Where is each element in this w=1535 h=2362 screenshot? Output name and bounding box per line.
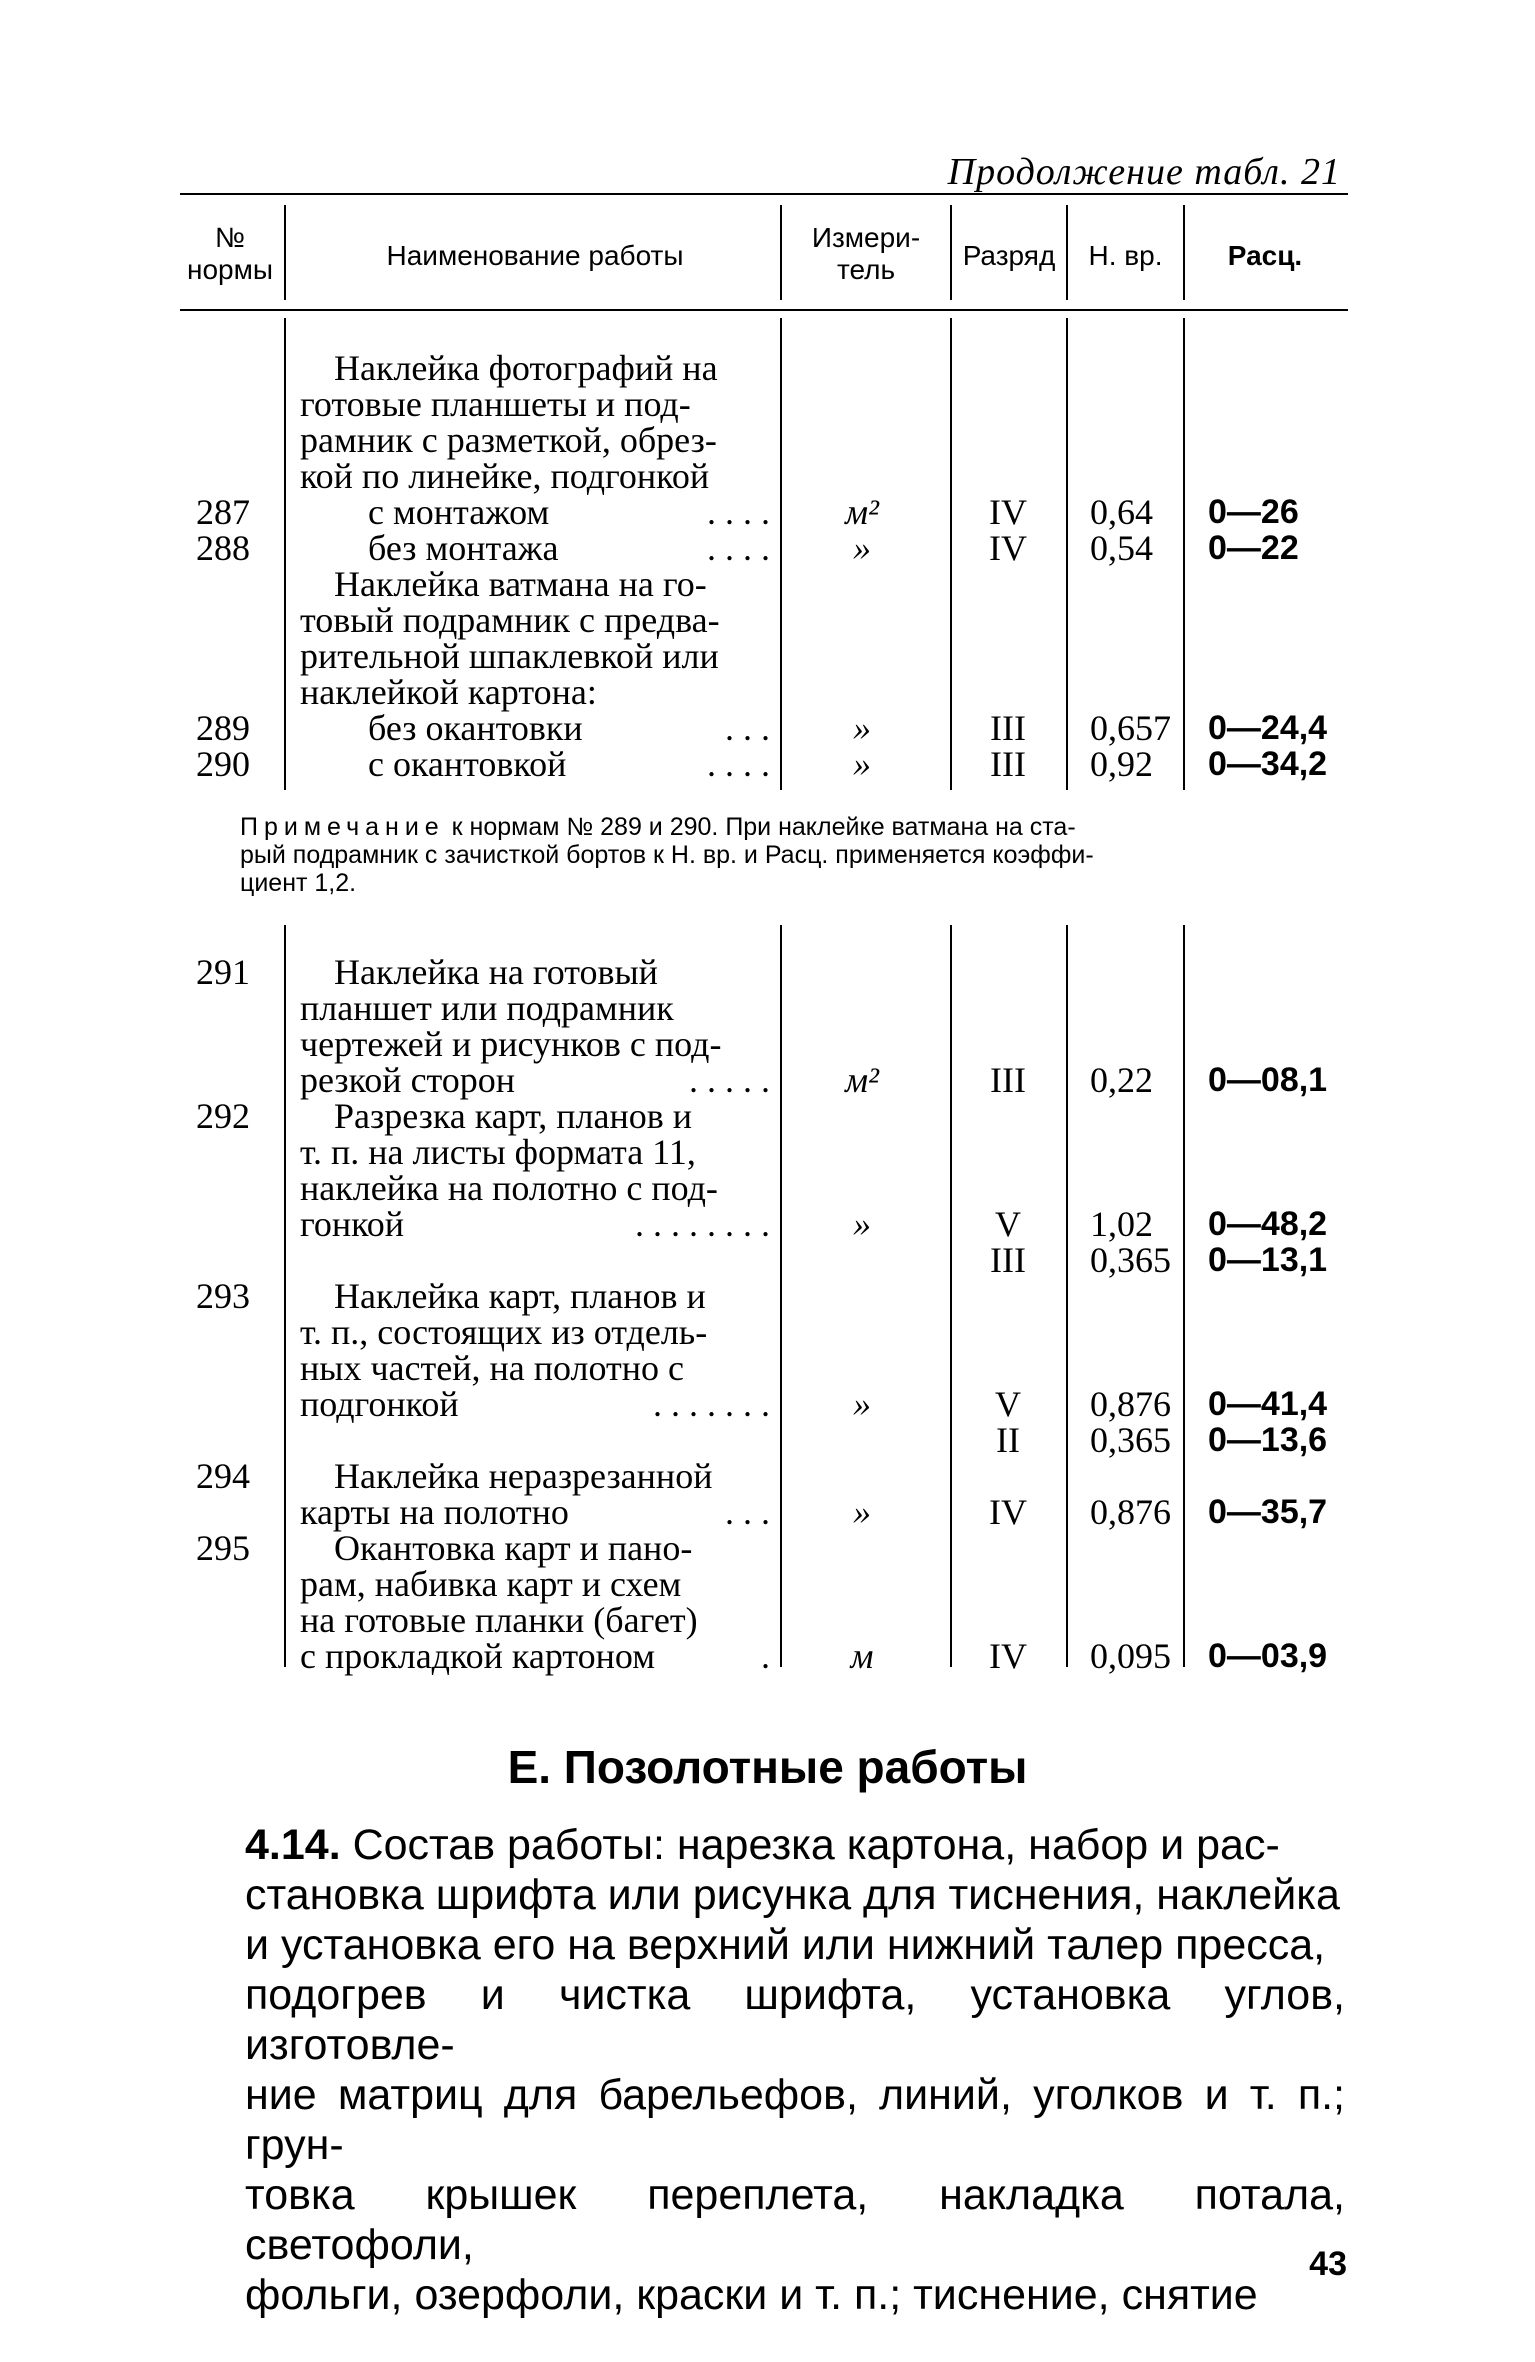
- work-name: Наклейка на готовый планшет или подрамник чертежей и рисунков с под- резкой сторон . . . . .: [300, 952, 770, 1100]
- header-name: Наименование работы: [386, 240, 684, 271]
- header-rate: Расц.: [1227, 240, 1303, 271]
- grade: IV: [989, 1636, 1027, 1676]
- work-name: без монтажа . . . .: [368, 528, 770, 568]
- col-divider: [284, 205, 286, 300]
- unit: »: [853, 708, 871, 748]
- norm-number: 294: [196, 1456, 250, 1496]
- rate: 0—24,4: [1208, 709, 1328, 747]
- norm-number: 287: [196, 492, 250, 532]
- time-norm: 0,657: [1090, 708, 1171, 748]
- header-unit: Измери- тель: [811, 222, 921, 285]
- unit: »: [853, 1384, 871, 1424]
- time-norm: 0,095: [1090, 1636, 1171, 1676]
- unit: м: [850, 1636, 874, 1676]
- norm-number: 291: [196, 952, 250, 992]
- work-name: с монтажом . . . .: [368, 492, 770, 532]
- header-nvr: Н. вр.: [1088, 240, 1163, 271]
- rate: 0—13,6: [1208, 1421, 1328, 1459]
- col-divider: [1066, 318, 1068, 790]
- time-norm: 0,876: [1090, 1384, 1171, 1424]
- unit: »: [853, 528, 871, 568]
- col-divider: [780, 205, 782, 300]
- table-header-rule: [180, 309, 1348, 311]
- grade: III: [990, 1060, 1026, 1100]
- section-title: Е. Позолотные работы: [507, 1741, 1028, 1793]
- table-top-rule: [180, 193, 1348, 195]
- grade: V: [995, 1384, 1021, 1424]
- norm-number: 288: [196, 528, 250, 568]
- grade: V: [995, 1204, 1021, 1244]
- time-norm: 0,876: [1090, 1492, 1171, 1532]
- grade: III: [990, 744, 1026, 784]
- rate: 0—03,9: [1208, 1637, 1328, 1675]
- norm-number: 295: [196, 1528, 250, 1568]
- work-name: Наклейка карт, планов и т. п., состоящих из отдель- ных частей, на полотно с подгонкой . . . . . . .: [300, 1276, 770, 1424]
- rate: 0—48,2: [1208, 1205, 1328, 1243]
- body-paragraph: 4.14. Состав работы: нарезка картона, набор и рас- становка шрифта или рисунка для тиснения, наклейка и установка его на верхний или нижний талер пресса, подогрев и чистка шрифта, установка углов, изготовле- ние матриц для барельефов, линий, уголков и т. п.; грун- товка крышек переплета, накладка потала, светофоли, фольги, озерфоли, краски и т. п.; тиснение, снятие: [245, 1821, 1345, 2319]
- rate: 0—34,2: [1208, 745, 1328, 783]
- group-a-text: Наклейка фотографий на: [334, 348, 718, 388]
- time-norm: 0,365: [1090, 1420, 1171, 1460]
- time-norm: 0,54: [1090, 528, 1153, 568]
- work-name: Разрезка карт, планов и т. п. на листы формата 11, наклейка на полотно с под- гонкой . . . . . . . .: [300, 1096, 770, 1244]
- work-name: с окантовкой . . . .: [368, 744, 770, 784]
- work-name: без окантовки . . .: [368, 708, 770, 748]
- col-divider: [950, 925, 952, 1667]
- rate: 0—13,1: [1208, 1241, 1328, 1279]
- norm-number: 290: [196, 744, 250, 784]
- rate: 0—22: [1208, 529, 1299, 567]
- continuation-label: Продолжение табл. 21: [947, 151, 1341, 193]
- time-norm: 0,22: [1090, 1060, 1153, 1100]
- col-divider: [780, 318, 782, 790]
- unit: »: [853, 1492, 871, 1532]
- rate: 0—41,4: [1208, 1385, 1328, 1423]
- col-divider: [780, 925, 782, 1667]
- rate: 0—35,7: [1208, 1493, 1328, 1531]
- grade: II: [996, 1420, 1020, 1460]
- col-divider: [284, 318, 286, 790]
- work-name: Окантовка карт и пано- рам, набивка карт и схем на готовые планки (багет) с прокладкой картоном .: [300, 1528, 770, 1676]
- time-norm: 0,64: [1090, 492, 1153, 532]
- grade: III: [990, 1240, 1026, 1280]
- grade: IV: [989, 1492, 1027, 1532]
- norm-number: 293: [196, 1276, 250, 1316]
- col-divider: [1183, 925, 1185, 1667]
- col-divider: [1066, 925, 1068, 1667]
- norm-number: 292: [196, 1096, 250, 1136]
- col-divider: [950, 318, 952, 790]
- header-grade: Разряд: [962, 240, 1056, 271]
- work-name: Наклейка неразрезанной карты на полотно . . .: [300, 1456, 770, 1532]
- grade: IV: [989, 492, 1027, 532]
- unit: м²: [845, 1060, 879, 1100]
- unit: »: [853, 744, 871, 784]
- time-norm: 0,365: [1090, 1240, 1171, 1280]
- unit: »: [853, 1204, 871, 1244]
- grade: IV: [989, 528, 1027, 568]
- grade: III: [990, 708, 1026, 748]
- header-norm: № нормы: [187, 222, 273, 285]
- group-b-text: товый подрамник с предва- рительной шпаклевкой или наклейкой картона:: [300, 600, 720, 712]
- unit: м²: [845, 492, 879, 532]
- rate: 0—08,1: [1208, 1061, 1328, 1099]
- col-divider: [1183, 318, 1185, 790]
- group-a-text: готовые планшеты и под- рамник с разметкой, обрез- кой по линейке, подгонкой: [300, 384, 717, 496]
- time-norm: 1,02: [1090, 1204, 1153, 1244]
- rate: 0—26: [1208, 493, 1299, 531]
- norm-number: 289: [196, 708, 250, 748]
- group-b-text: Наклейка ватмана на го-: [334, 564, 707, 604]
- col-divider: [284, 925, 286, 1667]
- time-norm: 0,92: [1090, 744, 1153, 784]
- table-note: Примечание к нормам № 289 и 290. При наклейке ватмана на ста- рый подрамник с зачисткой бортов к Н. вр. и Расц. применяется коэффи- циент 1,2.: [240, 813, 1094, 897]
- page-number: 43: [1309, 2245, 1347, 2283]
